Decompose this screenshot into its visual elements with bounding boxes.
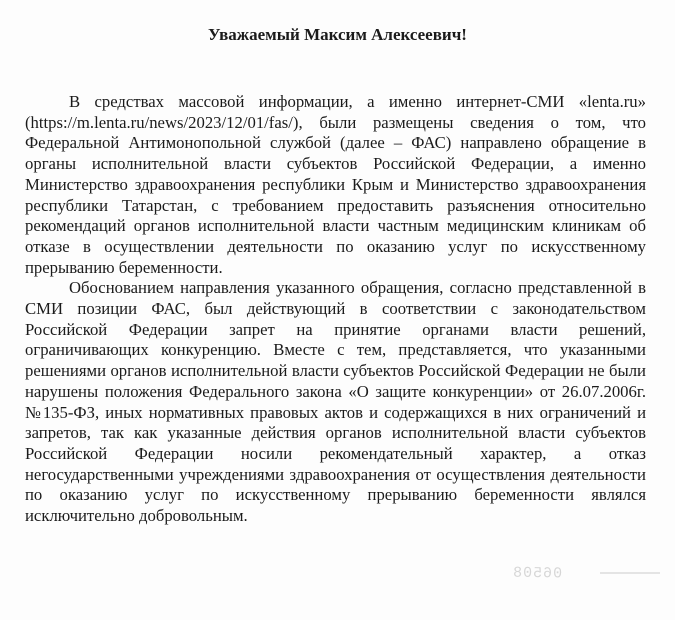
paragraph-2: Обоснованием направления указанного обращения, согласно представленной в СМИ позиции ФАС, был действующий в соответствии с законодательством Российской Федерации запрет на принятие органами власти решений, ограничивающих конкуренцию. Вместе с тем, представляется, что указанными решениями органов исполнительной власти субъектов Российской Федерации не были нарушены положения Федерального закона «О защите конкуренции» от 26.07.2006г. №135-ФЗ, иных нормативных правовых актов и содержащихся в них ограничений и запретов, так как указанные действия органов исполнительной власти субъектов Российской Федерации носили рекомендательный характер, а отказ негосударственными учреждениями здравоохранения от осуществления деятельности по оказанию услуг по искусственному прерыванию беременности являлся исключительно добровольным. [25, 278, 646, 526]
salutation-heading: Уважаемый Максим Алексеевич! [208, 25, 467, 44]
letter-body [25, 92, 646, 527]
paragraph-1: В средствах массовой информации, а именно интернет-СМИ «lenta.ru» (https://m.lenta.ru/news/2023/12/01/fas/), были размещены сведения о том, что Федеральной Антимонопольной службой (далее – ФАС) направлено обращение в органы исполнительной власти субъектов Российской Федерации, а именно Министерство здравоохранения республики Крым и Министерство здравоохранения республики Татарстан, с требованием предоставить разъяснения относительно рекомендаций органов исполнительной власти частным медицинским клиникам об отказе в осуществлении деятельности по оказанию услуг по искусственному прерыванию беременности. [25, 92, 646, 277]
bleed-through-mark [600, 572, 660, 574]
bleed-through-stamp: 06508 [511, 564, 563, 583]
